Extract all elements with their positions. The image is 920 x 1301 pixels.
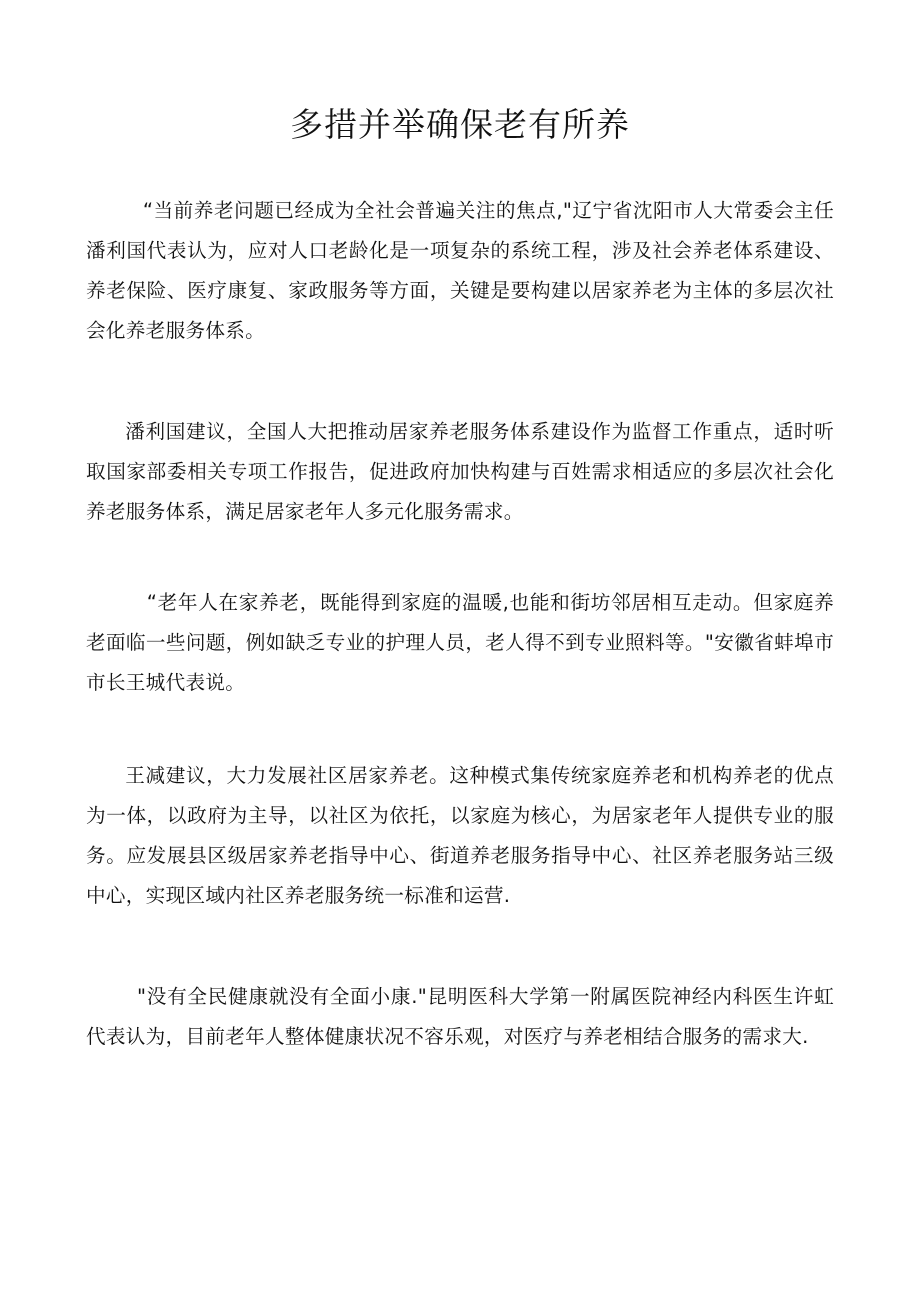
paragraph-5: "没有全民健康就没有全面小康."昆明医科大学第一附属医院神经内科医生许虹代表认为，目前老年人整体健康状况不容乐观，对医疗与养老相结合服务的需求大. [86,985,834,1048]
document-title: 多措并举确保老有所养 [290,105,630,144]
paragraph-3: “老年人在家养老，既能得到家庭的温暖,也能和街坊邻居相互走动。但家庭养老面临一些问题，例如缺乏专业的护理人员，老人得不到专业照料等。"安徽省蚌埠市市长王城代表说。 [86,591,834,694]
paragraph-4: 王减建议，大力发展社区居家养老。这种模式集传统家庭养老和机构养老的优点为一体，以政府为主导，以社区为依托，以家庭为核心，为居家老年人提供专业的服务。应发展县区级居家养老指导中心、街道养老服务指导中心、社区养老服务站三级中心，实现区域内社区养老服务统一标准和运营. [86,764,834,907]
paragraph-1: “当前养老问题已经成为全社会普遍关注的焦点,"辽宁省沈阳市人大常委会主任潘利国代表认为，应对人口老龄化是一项复杂的系统工程，涉及社会养老体系建设、养老保险、医疗康复、家政服务等方面，关键是要构建以居家养老为主体的多层次社会化养老服务体系。 [86,199,834,342]
paragraph-2: 潘利国建议，全国人大把推动居家养老服务体系建设作为监督工作重点，适时听取国家部委相关专项工作报告，促进政府加快构建与百姓需求相适应的多层次社会化养老服务体系，满足居家老年人多元化服务需求。 [86,420,834,523]
